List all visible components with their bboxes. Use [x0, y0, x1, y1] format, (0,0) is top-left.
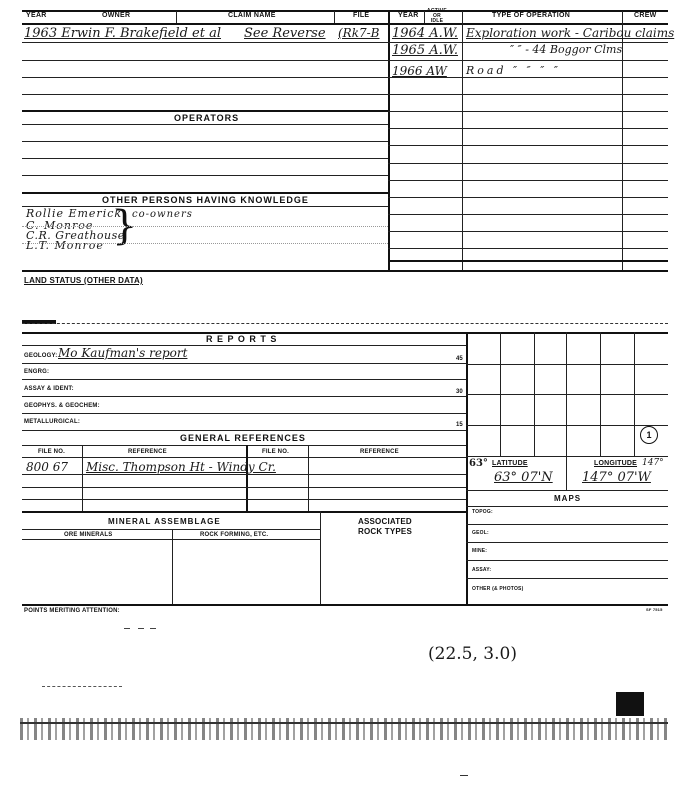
assay-ident-label: ASSAY & IDENT:	[24, 386, 74, 392]
associated-label: ASSOCIATED	[358, 517, 412, 526]
metallurgical-label: METALLURGICAL:	[24, 419, 81, 425]
marker-15: 15	[456, 422, 463, 428]
ref-row-reference: Misc. Thompson Ht - Windy Cr.	[86, 460, 276, 474]
ref-reference: REFERENCE	[128, 449, 167, 455]
maps-other: OTHER (& PHOTOS)	[472, 586, 524, 592]
scan-blob	[616, 692, 644, 716]
header-year-2: YEAR	[398, 12, 419, 19]
ref-reference-2: REFERENCE	[360, 449, 399, 455]
owner-year-name: 1963 Erwin F. Brakefield et al	[24, 26, 221, 41]
points-meriting-attention: POINTS MERITING ATTENTION:	[24, 608, 120, 614]
rock-types-label: ROCK TYPES	[358, 527, 413, 536]
marker-30: 30	[456, 389, 463, 395]
lat-prefix: 63°	[469, 458, 488, 469]
operation-1-year: 1964 A.W.	[392, 26, 458, 41]
operation-2-type: ″ ″ - 44 Boggor Clms	[510, 43, 623, 56]
brace: }	[112, 203, 138, 249]
person-2: C. Monroe	[26, 219, 94, 232]
operation-1-type: Exploration work - Caribou claims	[466, 26, 675, 40]
claim-name-value: See Reverse	[244, 26, 326, 41]
latitude-value: 63° 07'N	[494, 470, 553, 485]
header-year: YEAR	[26, 12, 47, 19]
person-1: Rollie Emerick	[26, 207, 123, 220]
geology-value: Mo Kaufman's report	[58, 346, 188, 360]
mineral-assemblage-title: MINERAL ASSEMBLAGE	[108, 517, 221, 526]
longitude-label: LONGITUDE	[594, 460, 638, 467]
operation-3-year: 1966 AW	[392, 64, 447, 78]
knowledge-title: OTHER PERSONS HAVING KNOWLEDGE	[102, 195, 309, 205]
general-references-title: GENERAL REFERENCES	[180, 433, 306, 443]
longitude-value: 147° 07'W	[582, 470, 651, 485]
operation-3-type: Road ″ ″ ″ ″	[466, 64, 561, 77]
header-claim-name: CLAIM NAME	[228, 12, 276, 19]
header-active-idle: ACTIVE OR IDLE	[426, 8, 448, 24]
header-type-of-operation: TYPE OF OPERATION	[492, 12, 571, 19]
reports-title: R E P O R T S	[206, 334, 278, 344]
operators-title: OPERATORS	[174, 113, 240, 123]
maps-topog: TOPOG:	[472, 509, 493, 515]
coordinates-note: (22.5, 3.0)	[428, 644, 517, 664]
form-number: SF 7515	[646, 607, 663, 612]
latitude-label: LATITUDE	[492, 460, 528, 467]
maps-title: MAPS	[554, 494, 582, 503]
location-circle: 1	[640, 426, 658, 444]
land-status-label: LAND STATUS (OTHER DATA)	[24, 276, 143, 285]
person-4: L.T. Monroe	[26, 239, 104, 252]
geology-label: GEOLOGY:	[24, 353, 58, 359]
long-suffix: 147°	[642, 458, 664, 468]
maps-assay: ASSAY:	[472, 567, 492, 573]
geophys-geochem-label: GEOPHYS. & GEOCHEM:	[24, 403, 100, 409]
operation-2-year: 1965 A.W.	[392, 43, 458, 58]
file-value: (Rk7-B	[338, 26, 380, 40]
person-3: C.R. Greathouse	[26, 229, 125, 242]
marker-45: 45	[456, 356, 463, 362]
header-crew: CREW	[634, 12, 657, 19]
ref-row-file: 800 67	[26, 460, 68, 474]
co-owners-note: co-owners	[132, 209, 193, 220]
maps-mine: MINE:	[472, 548, 488, 554]
engrg-label: ENGRG:	[24, 369, 50, 375]
ref-file-no: FILE NO.	[38, 449, 65, 455]
rock-forming-label: ROCK FORMING, ETC.	[200, 532, 269, 538]
ref-file-no-2: FILE NO.	[262, 449, 289, 455]
maps-geol: GEOL:	[472, 530, 489, 536]
header-file: FILE	[353, 12, 370, 19]
header-owner: OWNER	[102, 12, 131, 19]
ore-minerals-label: ORE MINERALS	[64, 532, 113, 538]
